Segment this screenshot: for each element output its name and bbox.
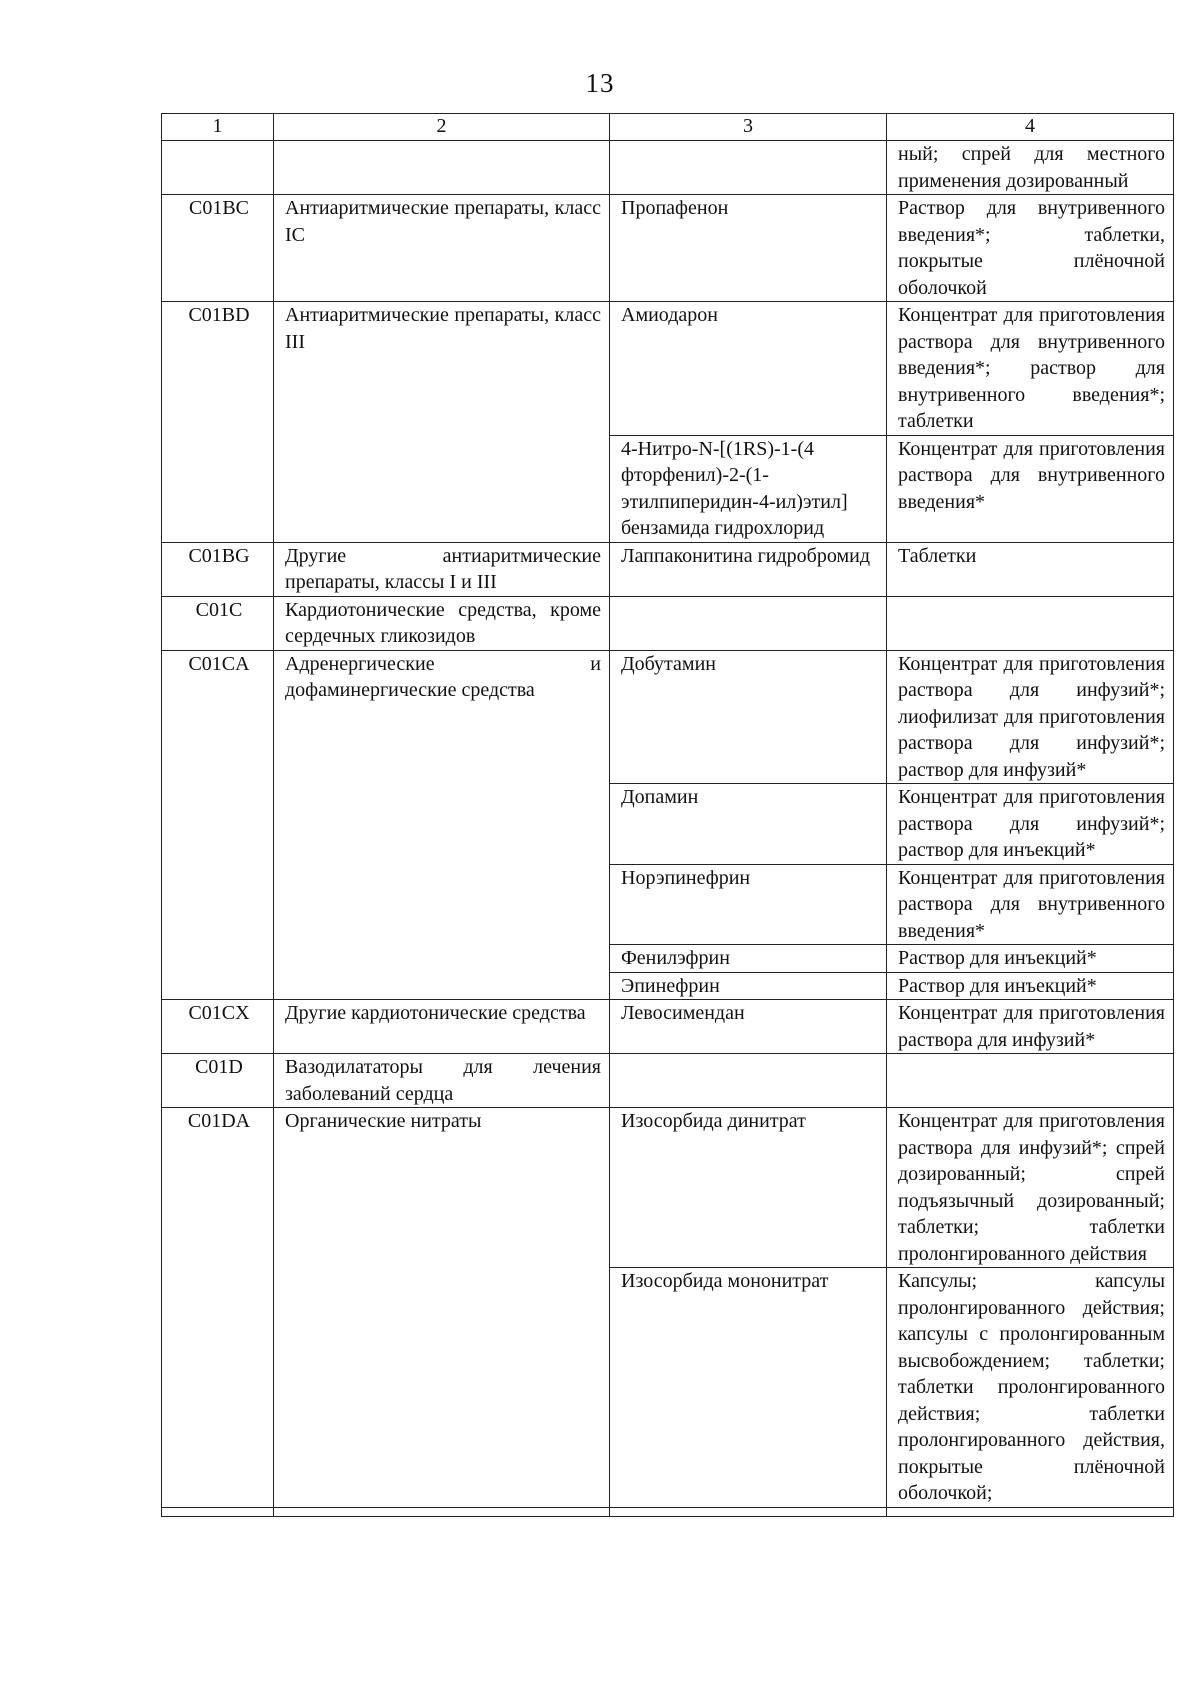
drug-cell: Изосорбида динитрат (610, 1108, 887, 1268)
table-row (162, 542, 1174, 596)
drug-cell (610, 1054, 887, 1108)
table-row (162, 141, 1174, 195)
drug-cell: Лаппаконитина гидробромид (610, 542, 887, 596)
atc-code-cell: C01BG (162, 542, 274, 596)
drug-cell: Пропафенон (610, 195, 887, 302)
dosage-form-cell (887, 1054, 1174, 1108)
dosage-form-cell: Раствор для инъекций* (887, 945, 1174, 973)
drug-cell: Изосорбида мононитрат (610, 1268, 887, 1508)
atc-code-cell: C01CA (162, 650, 274, 1000)
drug-cell (610, 596, 887, 650)
dosage-form-cell: Концентрат для приготовления раствора для инфузий*; спрей дозированный; спрей подъязычный дозированный; таблетки; таблетки пролонгированного действия (887, 1108, 1174, 1268)
group-cell: Антиаритмические препараты, класс III (274, 302, 610, 543)
table-row (162, 1108, 1174, 1268)
page-number: 13 (585, 68, 615, 98)
dosage-form-cell: Концентрат для приготовления раствора для инфузий*; раствор для инъекций* (887, 784, 1174, 865)
atc-code-cell: C01BD (162, 302, 274, 543)
column-header-row (162, 114, 1174, 141)
atc-code-cell: C01D (162, 1054, 274, 1108)
table-row (162, 195, 1174, 302)
dosage-form-cell: Капсулы; капсулы пролонгированного действия; капсулы с пролонгированным высвобождением; таблетки; таблетки пролонгированного действия; таблетки пролонгированного действия, покрытые плёночной оболочкой; (887, 1268, 1174, 1508)
column-header: 3 (610, 114, 887, 141)
table-row (162, 596, 1174, 650)
group-cell: Вазодилататоры для лечения заболеваний сердца (274, 1054, 610, 1108)
table-row (162, 1507, 1174, 1516)
drug-cell: 4-Нитро-N-[(1RS)-1-(4 фторфенил)-2-(1-этилпиперидин-4-ил)этил] бензамида гидрохлорид (610, 435, 887, 542)
dosage-form-cell: Концентрат для приготовления раствора для инфузий*; лиофилизат для приготовления раствора для инфузий*; раствор для инфузий* (887, 650, 1174, 784)
table-row (162, 1054, 1174, 1108)
group-cell: Антиаритмические препараты, класс IC (274, 195, 610, 302)
drug-cell: Левосимендан (610, 1000, 887, 1054)
table-row (162, 650, 1174, 784)
dosage-form-cell: Таблетки (887, 542, 1174, 596)
group-cell (274, 141, 610, 195)
group-cell: Адренергические и дофаминергические средства (274, 650, 610, 1000)
group-cell: Другие кардиотонические средства (274, 1000, 610, 1054)
atc-code-cell: C01DA (162, 1108, 274, 1508)
dosage-form-cell (887, 1507, 1174, 1516)
dosage-form-cell: Раствор для внутривенного введения*; таблетки, покрытые плёночной оболочкой (887, 195, 1174, 302)
drug-cell (610, 141, 887, 195)
dosage-form-cell: Концентрат для приготовления раствора для внутривенного введения* (887, 435, 1174, 542)
group-cell: Другие антиаритмические препараты, классы I и III (274, 542, 610, 596)
table-row (162, 1000, 1174, 1054)
atc-code-cell: C01BC (162, 195, 274, 302)
column-header: 4 (887, 114, 1174, 141)
group-cell (274, 1507, 610, 1516)
group-cell: Органические нитраты (274, 1108, 610, 1508)
atc-code-cell (162, 141, 274, 195)
dosage-form-cell: Раствор для инъекций* (887, 972, 1174, 1000)
dosage-form-cell: Концентрат для приготовления раствора для внутривенного введения*; раствор для внутривенного введения*; таблетки (887, 302, 1174, 436)
table-row (162, 302, 1174, 436)
group-cell: Кардиотонические средства, кроме сердечных гликозидов (274, 596, 610, 650)
drug-cell: Фенилэфрин (610, 945, 887, 973)
drug-cell (610, 1507, 887, 1516)
dosage-form-cell (887, 596, 1174, 650)
dosage-form-cell: ный; спрей для местного применения дозированный (887, 141, 1174, 195)
dosage-form-cell: Концентрат для приготовления раствора для внутривенного введения* (887, 864, 1174, 945)
atc-code-cell: C01C (162, 596, 274, 650)
drug-cell: Добутамин (610, 650, 887, 784)
column-header: 2 (274, 114, 610, 141)
dosage-form-cell: Концентрат для приготовления раствора для инфузий* (887, 1000, 1174, 1054)
column-header: 1 (162, 114, 274, 141)
drug-table (161, 113, 1174, 1517)
drug-cell: Амиодарон (610, 302, 887, 436)
drug-cell: Эпинефрин (610, 972, 887, 1000)
atc-code-cell: C01CX (162, 1000, 274, 1054)
drug-cell: Норэпинефрин (610, 864, 887, 945)
drug-cell: Допамин (610, 784, 887, 865)
atc-code-cell (162, 1507, 274, 1516)
